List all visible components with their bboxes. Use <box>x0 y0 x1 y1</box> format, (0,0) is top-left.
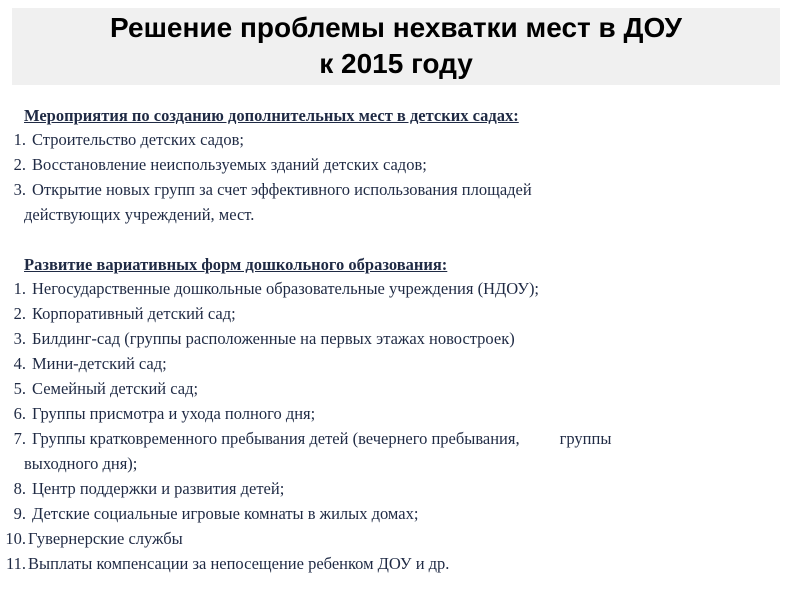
list-text: Гувернерские службы <box>28 529 183 548</box>
list-text: Негосударственные дошкольные образовательные учреждения (НДОУ); <box>32 279 540 298</box>
list-text: Семейный детский сад; <box>32 379 199 398</box>
list-text: Выплаты компенсации за непосещение ребенком ДОУ и др. <box>28 554 450 573</box>
list-number: 1. <box>13 130 26 149</box>
list-number: 1. <box>13 279 26 298</box>
list-number: 5. <box>13 379 26 398</box>
list-text: Группы присмотра и ухода полного дня; <box>32 404 316 423</box>
list-number: 10. <box>5 529 26 548</box>
list-number: 7. <box>13 429 26 448</box>
list-number: 3. <box>13 180 26 199</box>
list-number: 4. <box>13 354 26 373</box>
list-number: 11. <box>5 554 26 573</box>
list-text-main: Группы кратковременного пребывания детей (вечернего пребывания, <box>32 429 520 448</box>
list-text: Детские социальные игровые комнаты в жилых домах; <box>32 504 419 523</box>
list-text: Корпоративный детский сад; <box>32 304 236 323</box>
list-text <box>32 426 611 451</box>
section2-heading: Развитие вариативных форм дошкольного образования: <box>24 255 448 274</box>
list-text-continuation: действующих учреждений, мест. <box>24 205 255 224</box>
list-number: 2. <box>13 155 26 174</box>
list-text-continuation: выходного дня); <box>24 454 138 473</box>
list-number: 9. <box>13 504 26 523</box>
list-text: Билдинг-сад (группы расположенные на первых этажах новостроек) <box>32 329 515 348</box>
list-text: Восстановление неиспользуемых зданий детских садов; <box>32 155 427 174</box>
list-text: Строительство детских садов; <box>32 130 244 149</box>
list-number: 6. <box>13 404 26 423</box>
list-text: Открытие новых групп за счет эффективного использования площадей <box>32 180 532 199</box>
list-text: Мини-детский сад; <box>32 354 167 373</box>
title-line-1: Решение проблемы нехватки мест в ДОУ <box>110 12 682 43</box>
list-number: 2. <box>13 304 26 323</box>
slide-title <box>12 10 780 82</box>
list-text-tail: группы <box>559 429 612 448</box>
section1-heading: Мероприятия по созданию дополнительных мест в детских садах: <box>24 106 519 125</box>
list-number: 3. <box>13 329 26 348</box>
list-text: Центр поддержки и развития детей; <box>32 479 285 498</box>
list-number: 8. <box>13 479 26 498</box>
title-line-2: к 2015 году <box>319 48 473 79</box>
